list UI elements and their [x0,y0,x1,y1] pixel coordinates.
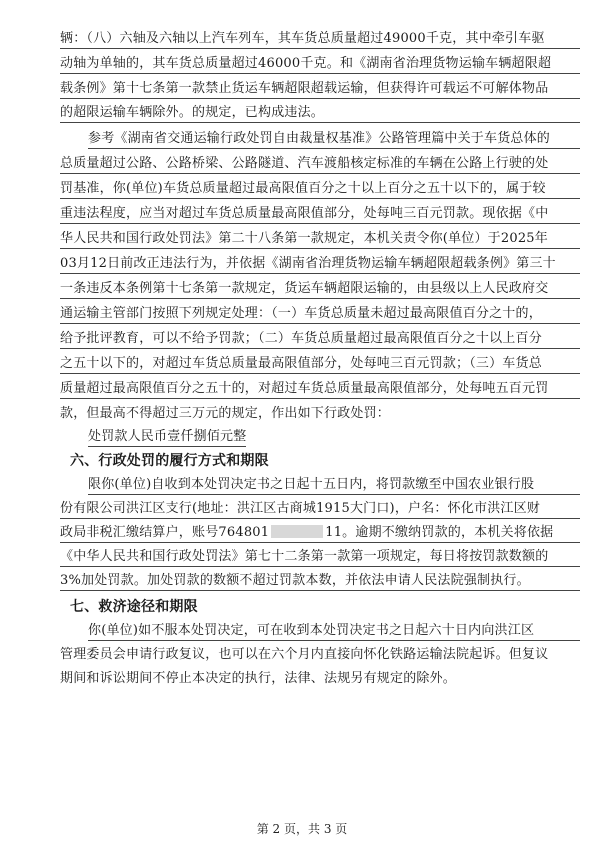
page-number: 第 2 页，共 3 页 [256,822,348,836]
text-line: 期间和诉讼期间不停止本决定的执行，法律、法规另有规定的除外。 [60,671,457,686]
text-line: 《中华人民共和国行政处罚法》第七十二条第一款第一项规定，每日将按罚款数额的 [60,548,580,567]
text-line: 03月12日前改正违法行为，并依据《湖南省治理货物运输车辆超限超载条例》第三十 [60,255,580,274]
text-line: 参考《湖南省交通运输行政处罚自由裁量权基准》公路管理篇中关于车货总体的 [88,130,580,149]
text-line: 3%加处罚款。加处罚款的数额不超过罚款本数，并依法申请人民法院强制执行。 [60,572,580,591]
text-line: 一条违反本条例第十七条第一款规定，货运车辆超限运输的，由县级以上人民政府交 [60,280,580,299]
text-line: 总质量超过公路、公路桥梁、公路隧道、汽车渡船核定标准的车辆在公路上行驶的处 [60,155,580,174]
text-line: 管理委员会申请行政复议，也可以在六个月内直接向怀化铁路运输法院起诉。但复议 [60,647,549,662]
text-line: 通运输主管部门按照下列规定处理：（一）车货总质量未超过最高限值百分之十的， [60,305,580,324]
penalty-amount: 处罚款人民币壹仟捌佰元整 [88,428,246,447]
account-line [60,524,580,543]
account-suffix: 11。逾期不缴纳罚款的，本机关将依据 [325,525,554,540]
text-line: 款，但最高不得超过三万元的规定，作出如下行政处罚： [60,406,391,421]
section-6-title: 六、行政处罚的履行方式和期限 [70,453,269,469]
section-7-title: 七、救济途径和期限 [70,599,198,615]
text-line: 动轴为单轴的，其车货总质量超过46000千克。和《湖南省治理货物运输车辆超限超 [60,55,580,74]
text-line: 华人民共和国行政处罚法》第二十八条第一款规定，本机关责令你(单位）于2025年 [60,230,580,249]
text-line: 重违法程度，应当对超过车货总质量最高限值部分，处每吨三百元罚款。现依据《中 [60,205,580,224]
text-line: 辆：（八）六轴及六轴以上汽车列车，其车货总质量超过49000千克，其中牵引车驱 [60,30,580,49]
text-line: 的超限运输车辆除外。的规定，已构成违法。 [60,104,580,123]
redacted-account-digits [271,525,323,538]
text-line: 限你(单位)自收到本处罚决定书之日起十五日内，将罚款缴至中国农业银行股 [88,476,580,495]
text-line: 你(单位)如不服本处罚决定，可在收到本处罚决定书之日起六十日内向洪江区 [88,622,580,641]
text-line: 份有限公司洪江区支行(地址：洪江区古商城1915大门口)，户名：怀化市洪江区财 [60,500,580,519]
text-line: 罚基准，你(单位)车货总质量超过最高限值百分之十以上百分之五十以下的，属于较 [60,180,580,199]
text-line: 给予批评教育，可以不给予罚款；（二）车货总质量超过最高限值百分之十以上百分 [60,330,580,349]
text-line: 载条例》第十七条第一款禁止货运车辆超限超载运输，但获得许可载运不可解体物品 [60,80,580,99]
account-prefix: 政局非税汇缴结算户，账号764801 [60,525,270,540]
text-line: 质量超过最高限值百分之五十的，对超过车货总质量最高限值部分，处每吨五百元罚 [60,380,580,399]
text-line: 之五十以下的，对超过车货总质量最高限值部分，处每吨三百元罚款；（三）车货总 [60,355,580,374]
